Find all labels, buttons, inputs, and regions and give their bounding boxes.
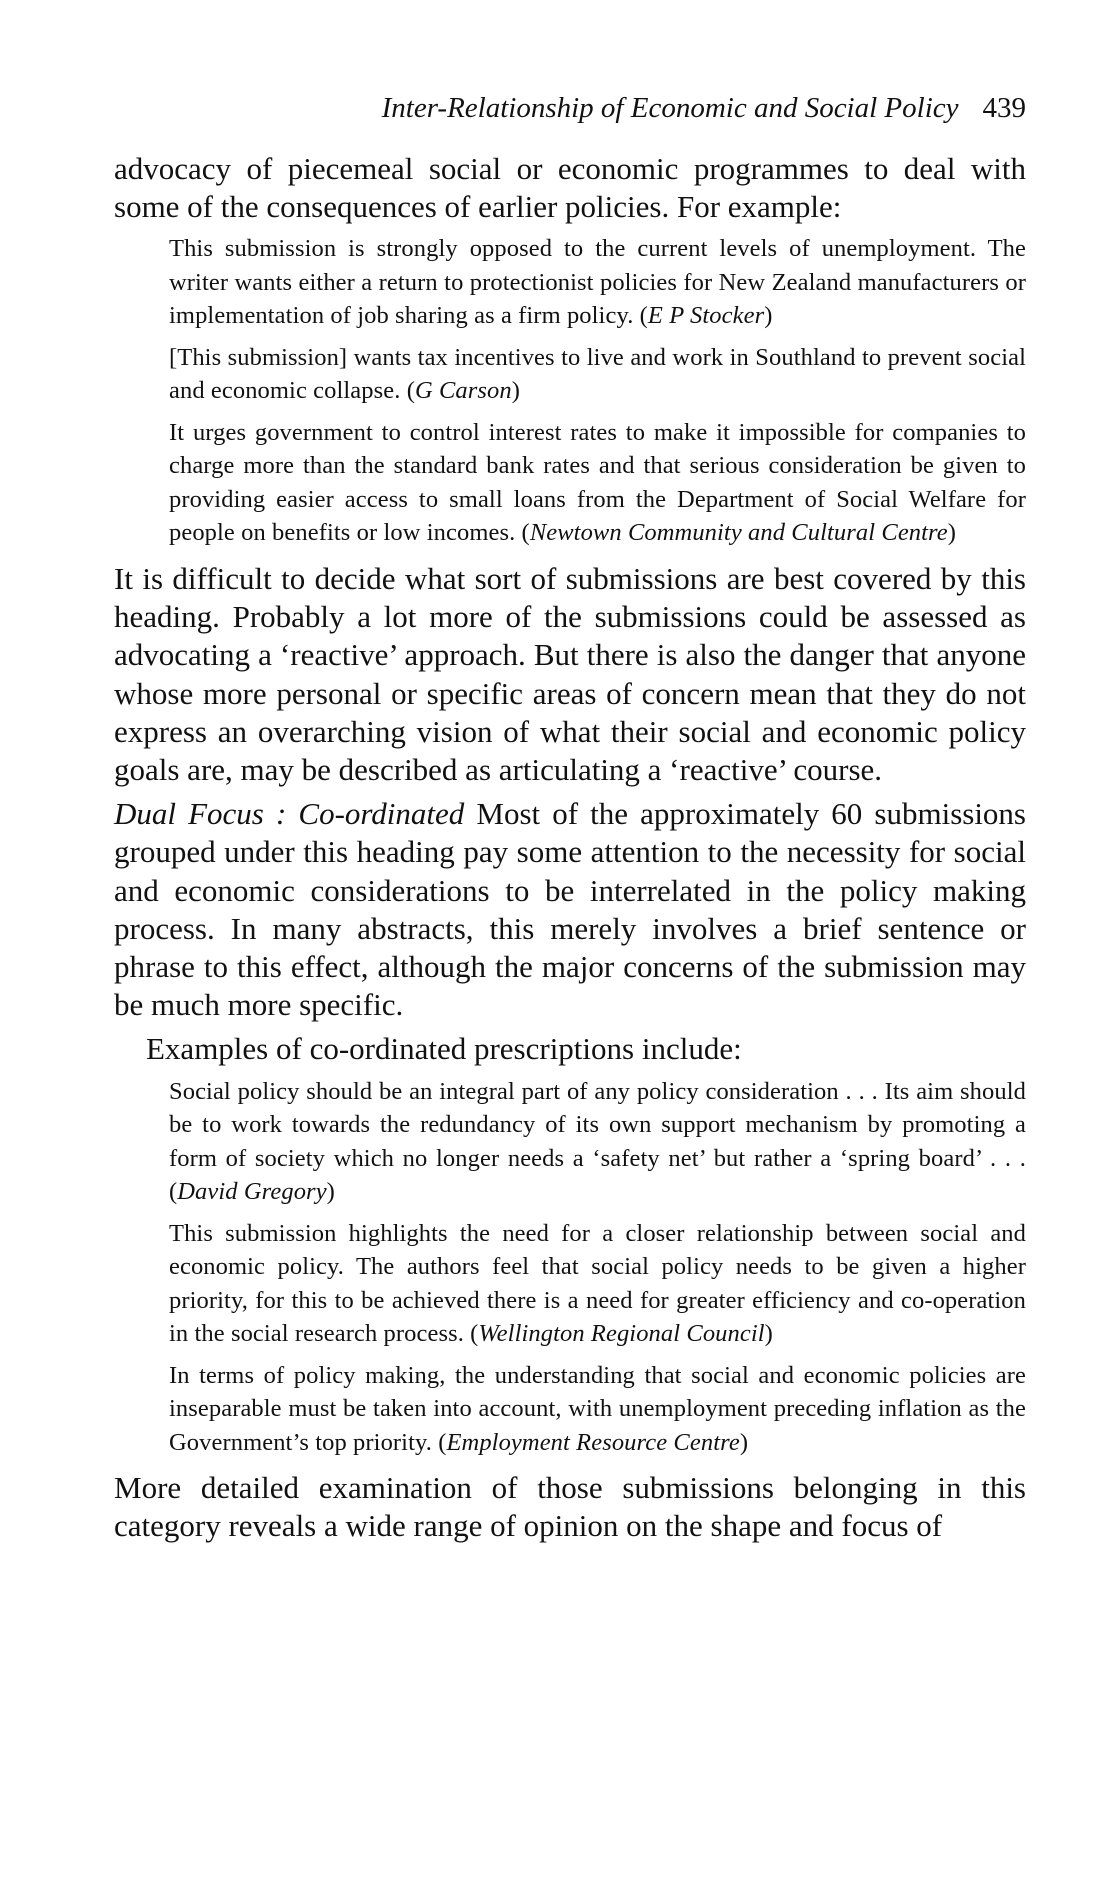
quote-text: In terms of policy making, the understanding that social and economic policies are inseparable must be taken into account, with unemployment preceding inflation as the Government’s top priority. bbox=[169, 1361, 1026, 1456]
paragraph-text: Examples of co-ordinated prescriptions include: bbox=[146, 1031, 742, 1067]
quote-source: G Carson bbox=[414, 377, 512, 405]
quote-text: This submission is strongly opposed to the current levels of unemployment. The writer wants either a return to protectionist policies for New Zealand manufacturers or implementation of job sharing as a firm policy. bbox=[169, 235, 1026, 330]
page-number: 439 bbox=[982, 92, 1026, 124]
section-run-in-heading: Dual Focus : Co-ordinated bbox=[114, 796, 465, 832]
quote-source: David Gregory bbox=[177, 1178, 327, 1206]
paragraph-examples-intro bbox=[114, 1030, 1026, 1068]
quote-source: Wellington Regional Council bbox=[478, 1320, 765, 1348]
paragraph bbox=[114, 1469, 1026, 1545]
block-quote: [This submission] wants tax incentives to live and work in Southland to prevent social and economic collapse. (G Carson) bbox=[169, 343, 1026, 405]
block-quote: In terms of policy making, the understanding that social and economic policies are inseparable must be taken into account, with unemployment preceding inflation as the Government’s top priority. (Employment Resource Centre) bbox=[169, 1361, 1026, 1456]
paragraph-text: advocacy of piecemeal social or economic programmes to deal with some of the consequences of earlier policies. For example: bbox=[114, 151, 1026, 225]
paragraph-dual-focus bbox=[114, 795, 1026, 1024]
quote-text: [This submission] wants tax incentives to live and work in Southland to prevent social and economic collapse. bbox=[169, 343, 1026, 405]
running-head bbox=[382, 92, 1026, 125]
block-quote: This submission highlights the need for a closer relationship between social and economic policy. The authors feel that social policy needs to be given a higher priority, for this to be achieved there is a need for greater efficiency and co-operation in the social research process. (Wellington Regional Council) bbox=[169, 1219, 1026, 1348]
paragraph-text: More detailed examination of those submissions belonging in this category reveals a wide range of opinion on the shape and focus of bbox=[114, 1470, 1026, 1544]
quote-text: This submission highlights the need for a closer relationship between social and economic policy. The authors feel that social policy needs to be given a higher priority, for this to be achieved there is a need for greater efficiency and co-operation in the social research process. bbox=[169, 1219, 1026, 1348]
body-text bbox=[114, 150, 1026, 1545]
running-head-title: Inter-Relationship of Economic and Social Policy bbox=[381, 92, 959, 124]
block-quote: This submission is strongly opposed to the current levels of unemployment. The writer wants either a return to protectionist policies for New Zealand manufacturers or implementation of job sharing as a firm policy. (E P Stocker) bbox=[169, 235, 1026, 330]
paragraph bbox=[114, 560, 1026, 789]
quote-source: Newtown Community and Cultural Centre bbox=[529, 519, 948, 547]
block-quote: It urges government to control interest rates to make it impossible for companies to charge more than the standard bank rates and that serious consideration be given to providing easier access to small loans from the Department of Social Welfare for people on benefits or low incomes. (Newtown Community and Cultural Centre) bbox=[169, 418, 1026, 547]
paragraph-text: It is difficult to decide what sort of submissions are best covered by this heading. Probably a lot more of the submissions could be assessed as advocating a ‘reactive’ approach. But there is also the danger that anyone whose more personal or specific areas of concern mean that they do not express an overarching vision of what their social and economic policy goals are, may be described as articulating a ‘reactive’ course. bbox=[114, 560, 1026, 787]
quote-source: Employment Resource Centre bbox=[446, 1428, 740, 1456]
block-quote: Social policy should be an integral part of any policy consideration . . . Its aim should be to work towards the redundancy of its own support mechanism by promoting a form of society which no longer needs a ‘safety net’ but rather a ‘spring board’ . . . (David Gregory) bbox=[169, 1077, 1026, 1206]
quote-text: It urges government to control interest rates to make it impossible for companies to charge more than the standard bank rates and that serious consideration be given to providing easier access to small loans from the Department of Social Welfare for people on benefits or low incomes. bbox=[169, 418, 1026, 547]
paragraph-text: Most of the approximately 60 submissions grouped under this heading pay some attention to the necessity for social and economic considerations to be interrelated in the policy making process. In many abstracts, this merely involves a brief sentence or phrase to this effect, although the major concerns of the submission may be much more specific. bbox=[114, 796, 1027, 1023]
paragraph-continuation bbox=[114, 150, 1026, 226]
quote-source: E P Stocker bbox=[647, 302, 765, 330]
quote-text: Social policy should be an integral part of any policy consideration . . . Its aim should be to work towards the redundancy of its own support mechanism by promoting a form of society which no longer needs a ‘safety net’ but rather a ‘spring board’ . . . bbox=[169, 1077, 1026, 1172]
